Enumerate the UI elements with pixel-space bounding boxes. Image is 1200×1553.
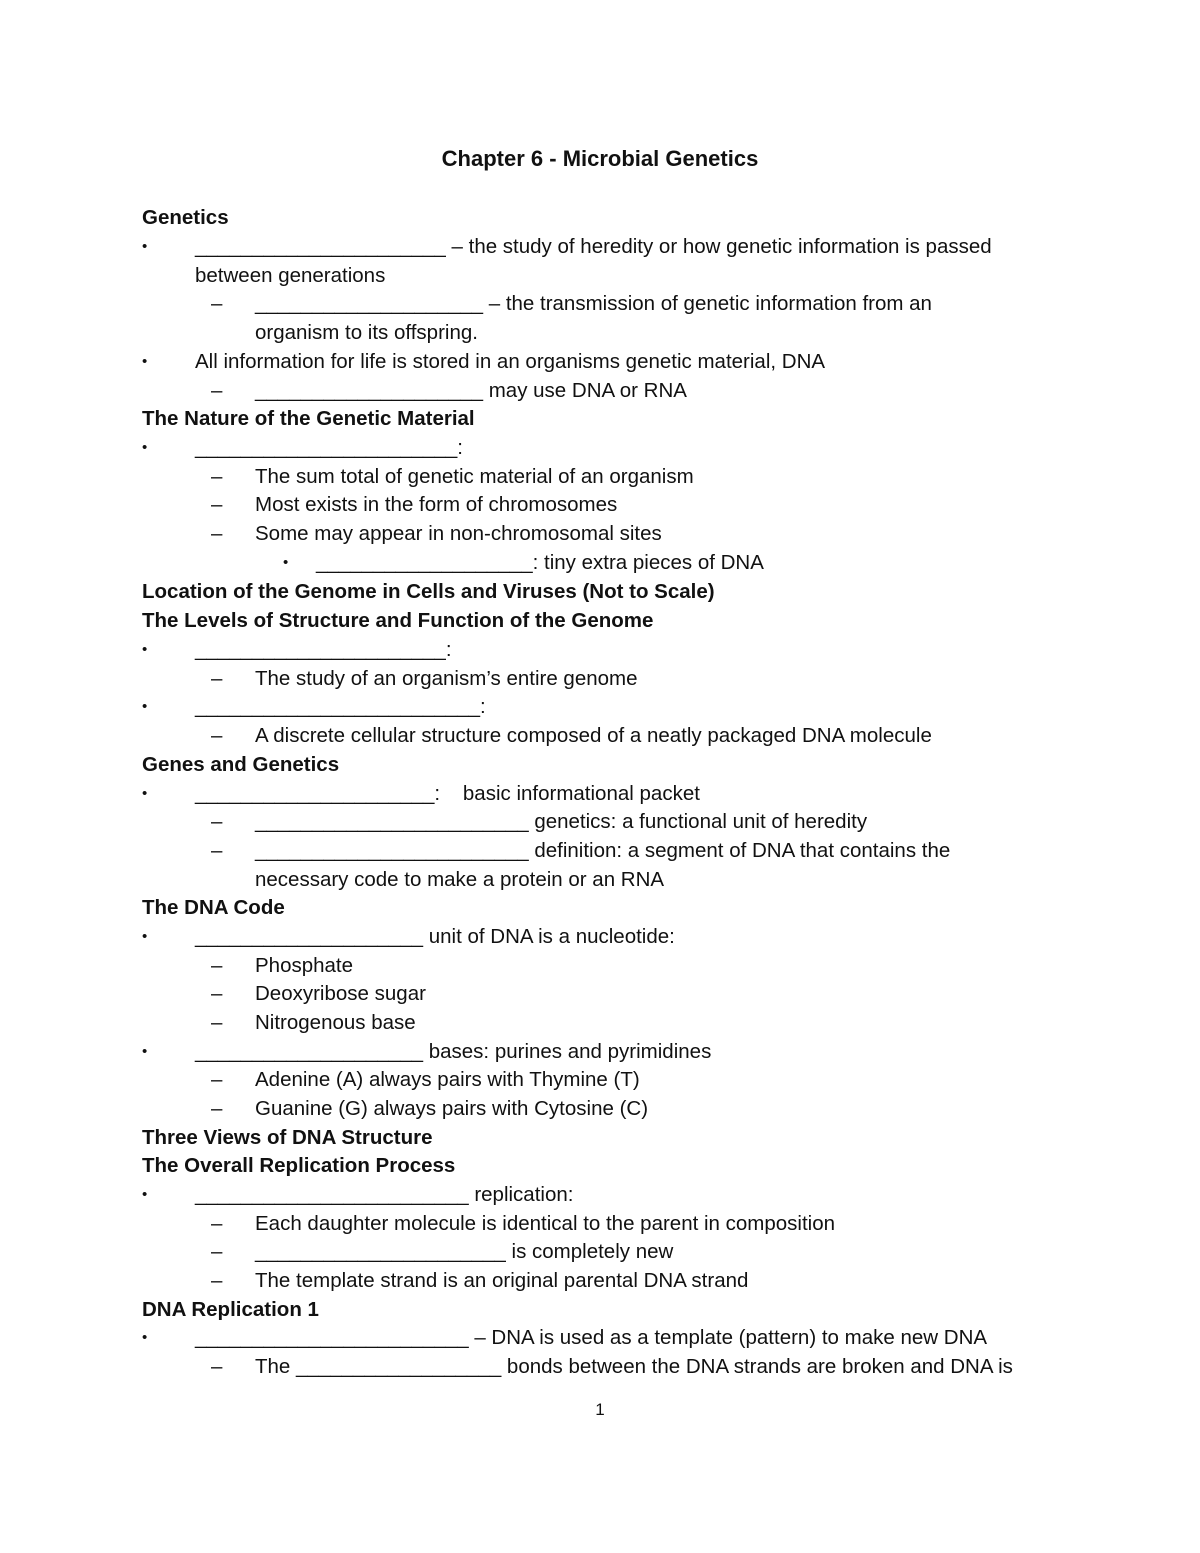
dash-marker: – xyxy=(211,1269,223,1292)
bullet-item: ____________________ unit of DNA is a nucleotide: xyxy=(195,925,675,948)
dash-marker: – xyxy=(211,379,223,402)
sub-item: Each daughter molecule is identical to the parent in composition xyxy=(255,1212,836,1235)
sub-item: ________________________ genetics: a functional unit of heredity xyxy=(255,810,868,833)
sub-sub-item: ___________________: tiny extra pieces of DNA xyxy=(316,551,764,574)
section-heading: Genes and Genetics xyxy=(142,753,340,776)
dash-marker: – xyxy=(211,1212,223,1235)
section-heading: The DNA Code xyxy=(142,896,285,919)
sub-item: Phosphate xyxy=(255,954,354,977)
sub-item: ____________________ may use DNA or RNA xyxy=(255,379,687,402)
sub-item: ____________________ – the transmission of genetic information from an xyxy=(255,292,932,315)
dash-marker: – xyxy=(211,465,223,488)
bullet-item: ________________________ replication: xyxy=(195,1183,574,1206)
sub-item: The template strand is an original parental DNA strand xyxy=(255,1269,749,1292)
sub-item: The study of an organism’s entire genome xyxy=(255,667,638,690)
sub-item: The sum total of genetic material of an organism xyxy=(255,465,694,488)
dash-marker: – xyxy=(211,292,223,315)
bullet-marker: • xyxy=(283,554,289,571)
bullet-item: ________________________ – DNA is used as a template (pattern) to make new DNA xyxy=(195,1326,988,1349)
sub-item: Deoxyribose sugar xyxy=(255,982,426,1005)
bullet-item: All information for life is stored in an organisms genetic material, DNA xyxy=(195,350,826,373)
dash-marker: – xyxy=(211,1355,223,1378)
bullet-marker: • xyxy=(142,439,148,456)
sub-item: Nitrogenous base xyxy=(255,1011,416,1034)
dash-marker: – xyxy=(211,667,223,690)
section-heading: Genetics xyxy=(142,206,229,229)
dash-marker: – xyxy=(211,839,223,862)
dash-marker: – xyxy=(211,1068,223,1091)
bullet-item: _________________________: xyxy=(195,695,486,718)
bullet-marker: • xyxy=(142,1043,148,1060)
sub-item: Most exists in the form of chromosomes xyxy=(255,493,618,516)
bullet-item: ______________________ – the study of heredity or how genetic information is passed xyxy=(195,235,992,258)
bullet-item: _______________________: xyxy=(195,436,463,459)
sub-item: A discrete cellular structure composed of a neatly packaged DNA molecule xyxy=(255,724,932,747)
dash-marker: – xyxy=(211,522,223,545)
dash-marker: – xyxy=(211,954,223,977)
bullet-marker: • xyxy=(142,1329,148,1346)
bullet-item: ______________________: xyxy=(195,638,452,661)
dash-marker: – xyxy=(211,724,223,747)
page-title: Chapter 6 - Microbial Genetics xyxy=(441,146,759,171)
section-heading: The Levels of Structure and Function of the Genome xyxy=(142,609,654,632)
section-heading: The Overall Replication Process xyxy=(142,1154,456,1177)
bullet-item: ____________________ bases: purines and pyrimidines xyxy=(195,1040,712,1063)
dash-marker: – xyxy=(211,1097,223,1120)
bullet-marker: • xyxy=(142,353,148,370)
bullet-marker: • xyxy=(142,698,148,715)
dash-marker: – xyxy=(211,493,223,516)
sub-item-continuation: organism to its offspring. xyxy=(255,321,478,344)
dash-marker: – xyxy=(211,1240,223,1263)
sub-item-continuation: necessary code to make a protein or an RNA xyxy=(255,868,665,891)
page-number: 1 xyxy=(595,1400,605,1419)
dash-marker: – xyxy=(211,1011,223,1034)
bullet-marker: • xyxy=(142,238,148,255)
sub-item: Adenine (A) always pairs with Thymine (T) xyxy=(255,1068,640,1091)
sub-item: ______________________ is completely new xyxy=(255,1240,674,1263)
bullet-marker: • xyxy=(142,928,148,945)
section-heading: The Nature of the Genetic Material xyxy=(142,407,475,430)
section-heading: Three Views of DNA Structure xyxy=(142,1126,433,1149)
section-heading: Location of the Genome in Cells and Viruses (Not to Scale) xyxy=(142,580,715,603)
bullet-marker: • xyxy=(142,1186,148,1203)
sub-item: ________________________ definition: a segment of DNA that contains the xyxy=(255,839,951,862)
bullet-marker: • xyxy=(142,641,148,658)
dash-marker: – xyxy=(211,810,223,833)
sub-item: Some may appear in non-chromosomal sites xyxy=(255,522,662,545)
bullet-item: _____________________: basic informational packet xyxy=(195,782,700,805)
section-heading: DNA Replication 1 xyxy=(142,1298,319,1321)
dash-marker: – xyxy=(211,982,223,1005)
sub-item: Guanine (G) always pairs with Cytosine (C) xyxy=(255,1097,649,1120)
sub-item: The __________________ bonds between the DNA strands are broken and DNA is xyxy=(255,1355,1013,1378)
bullet-item-continuation: between generations xyxy=(195,264,386,287)
bullet-marker: • xyxy=(142,785,148,802)
